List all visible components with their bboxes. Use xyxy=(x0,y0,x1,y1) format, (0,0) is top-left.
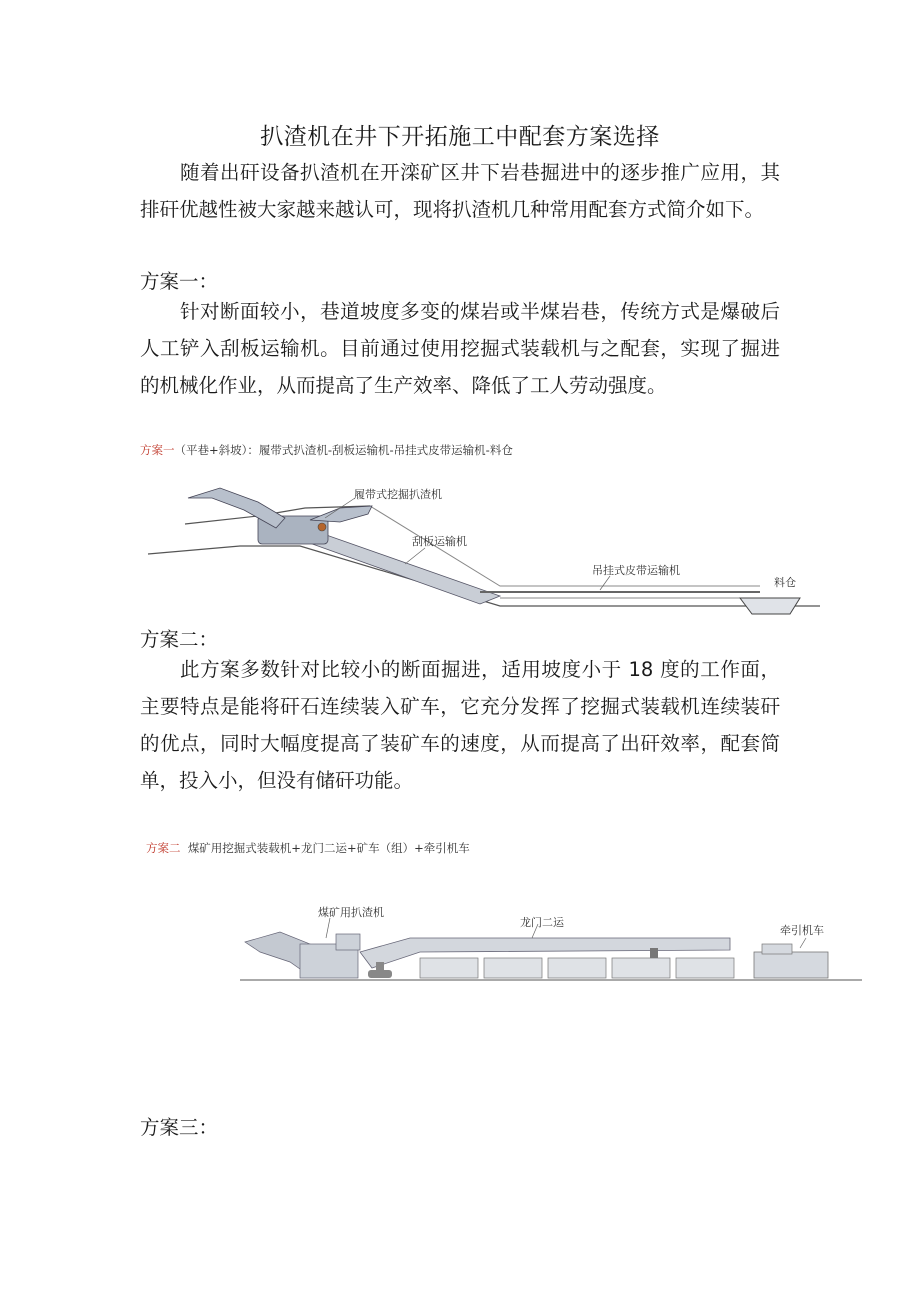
plan1-figure-caption-tag: 方案一 xyxy=(140,443,175,457)
plan2-label-gantry: 龙门二运 xyxy=(520,916,564,929)
plan1-figure xyxy=(140,436,820,626)
plan2-figure-caption-tag: 方案二 xyxy=(146,841,181,855)
plan1-diagram xyxy=(140,436,820,626)
plan1-figure-caption-text: （平巷+斜坡）：履带式扒渣机-刮板运输机-吊挂式皮带运输机-料仓 xyxy=(174,443,513,457)
plan2-figure-caption-text: 煤矿用挖掘式装载机+龙门二运+矿车（组）+牵引机车 xyxy=(187,841,470,855)
plan1-label-machine: 履带式挖掘扒渣机 xyxy=(354,488,442,501)
plan1-label-bin: 料仓 xyxy=(774,576,796,589)
plan1-paragraph: 针对断面较小，巷道坡度多变的煤岩或半煤岩巷，传统方式是爆破后人工铲入刮板运输机。目前通过使用挖掘式装载机与之配套，实现了掘进的机械化作业，从而提高了生产效率、降低了工人劳动强度。 xyxy=(140,300,780,397)
locomotive-shape xyxy=(754,952,828,978)
plan2-diagram xyxy=(140,834,870,994)
plan2-label-loco: 牵引机车 xyxy=(780,924,824,937)
plan3-label: 方案三： xyxy=(140,1116,219,1139)
gantry-conveyor-shape xyxy=(360,938,730,968)
intro-paragraph: 随着出矸设备扒渣机在开滦矿区井下岩巷掘进中的逐步推广应用，其排矸优越性被大家越来越认可，现将扒渣机几种常用配套方式简介如下。 xyxy=(140,161,780,221)
plan2-label: 方案二： xyxy=(140,628,219,651)
plan1-label-belt: 吊挂式皮带运输机 xyxy=(592,564,680,577)
plan2-paragraph: 此方案多数针对比较小的断面掘进，适用坡度小于 18 度的工作面，主要特点是能将矸石连续装入矿车，它充分发挥了挖掘式装载机连续装矸的优点，同时大幅度提高了装矿车的速度，从而提高了出矸效率，配套简单，投入小，但没有储矸功能。 xyxy=(140,658,780,792)
document-title: 扒渣机在井下开拓施工中配套方案选择 xyxy=(260,124,660,150)
bin-shape xyxy=(740,598,800,614)
plan2-label-machine: 煤矿用扒渣机 xyxy=(318,906,384,919)
plan1-label-scraper: 刮板运输机 xyxy=(412,535,467,548)
plan1-label: 方案一： xyxy=(140,270,219,293)
plan2-figure xyxy=(140,834,870,994)
